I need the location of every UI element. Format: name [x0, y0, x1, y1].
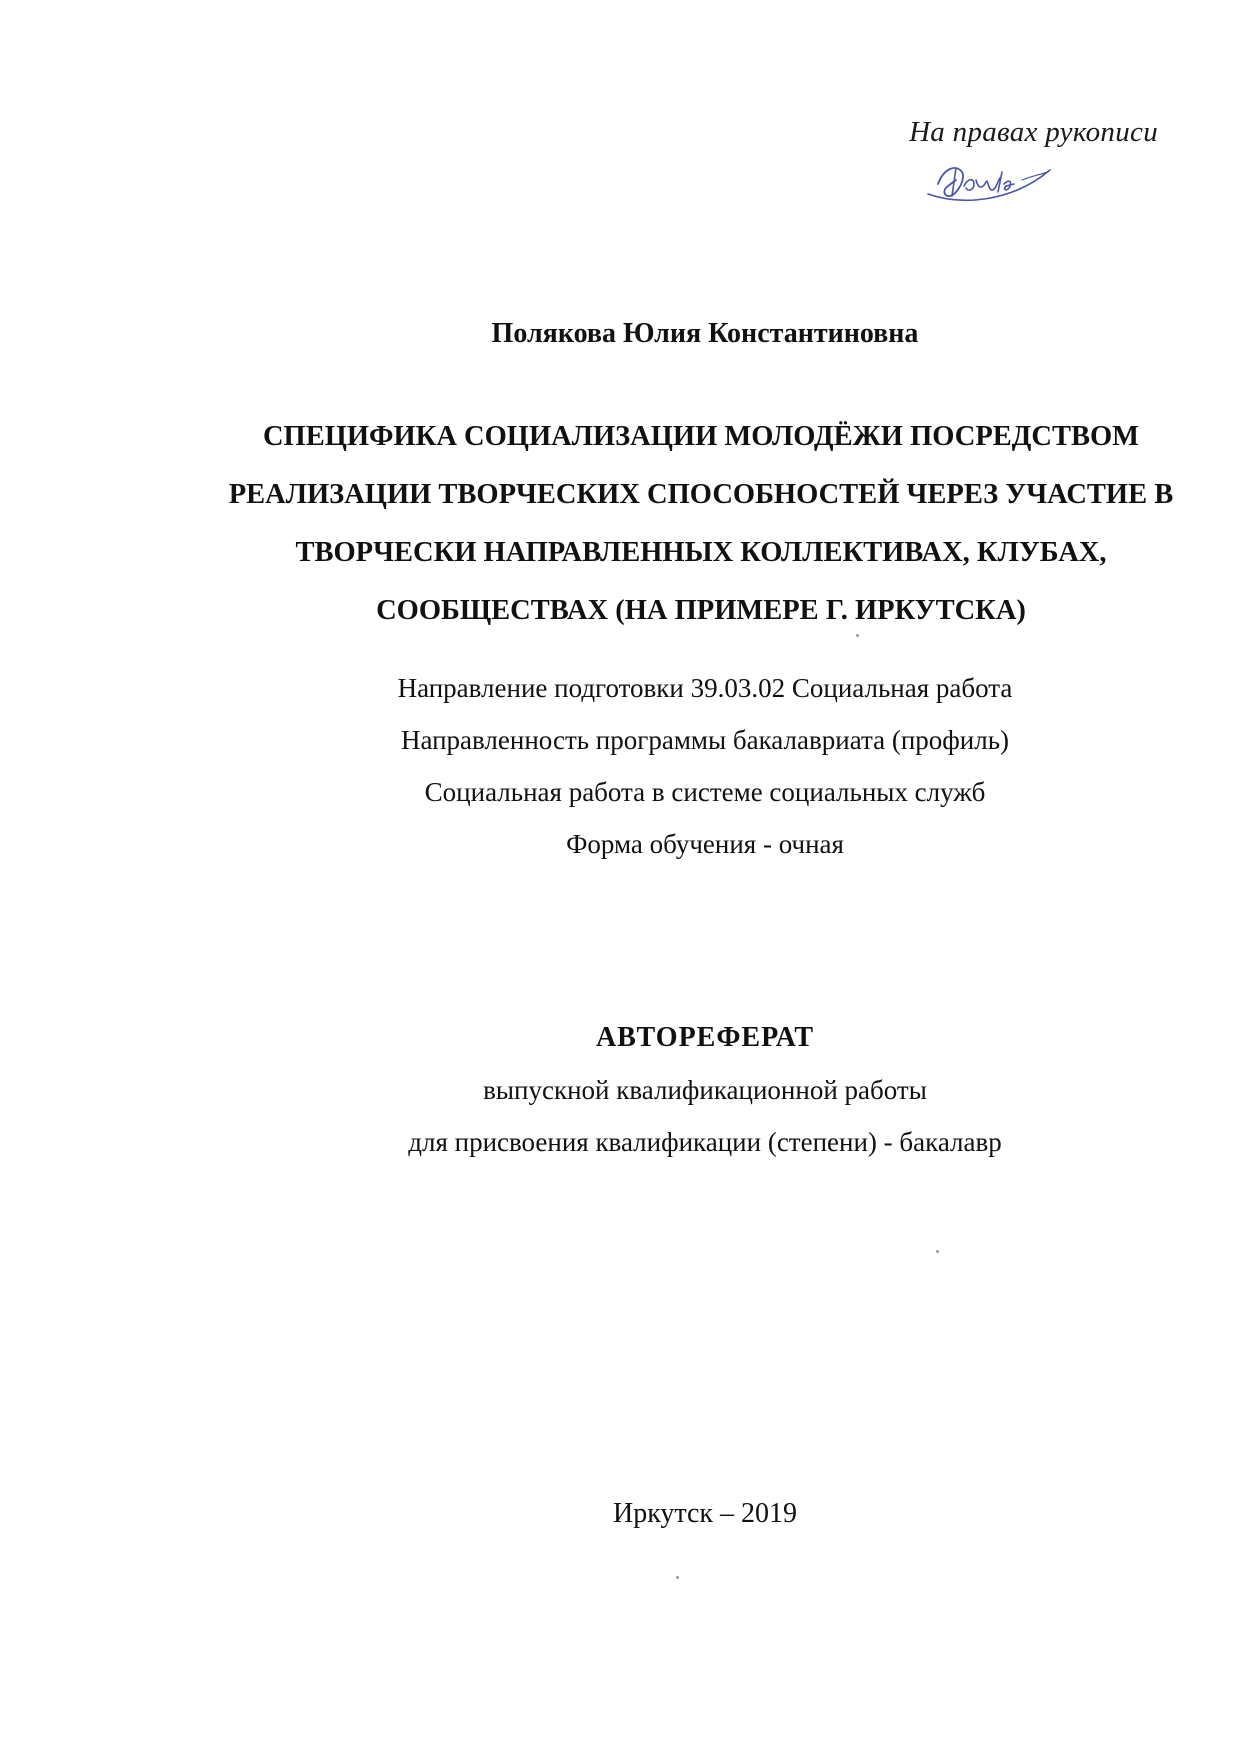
program-orientation: Направленность программы бакалавриата (профиль) [400, 725, 1009, 755]
program-direction: Направление подготовки 39.03.02 Социальная работа [397, 673, 1013, 703]
handwritten-signature [922, 150, 1062, 210]
scan-speck [856, 634, 859, 637]
abstract-block [0, 1012, 1240, 1168]
title-line: СООБЩЕСТВАХ (НА ПРИМЕРЕ Г. ИРКУТСКА) [376, 595, 1026, 626]
program-info [0, 662, 1240, 870]
author-name: Полякова Юлия Константиновна [491, 318, 919, 349]
program-profile: Социальная работа в системе социальных служб [424, 777, 986, 807]
title-line: СПЕЦИФИКА СОЦИАЛИЗАЦИИ МОЛОДЁЖИ ПОСРЕДСТВОМ [262, 421, 1140, 452]
manuscript-note: На правах рукописи [909, 116, 1158, 148]
title-line: ТВОРЧЕСКИ НАПРАВЛЕННЫХ КОЛЛЕКТИВАХ, КЛУБАХ, [295, 537, 1107, 568]
title-line: РЕАЛИЗАЦИИ ТВОРЧЕСКИХ СПОСОБНОСТЕЙ ЧЕРЕЗ УЧАСТИЕ В [228, 479, 1174, 510]
place-year: Иркутск – 2019 [612, 1498, 798, 1529]
abstract-line: выпускной квалификационной работы [483, 1075, 927, 1105]
study-form: Форма обучения - очная [566, 829, 844, 859]
thesis-title [0, 408, 1240, 640]
abstract-heading: АВТОРЕФЕРАТ [595, 1022, 815, 1053]
abstract-line: для присвоения квалификации (степени) - бакалавр [408, 1127, 1002, 1157]
scan-speck [936, 1250, 939, 1253]
scan-speck [676, 1576, 679, 1579]
